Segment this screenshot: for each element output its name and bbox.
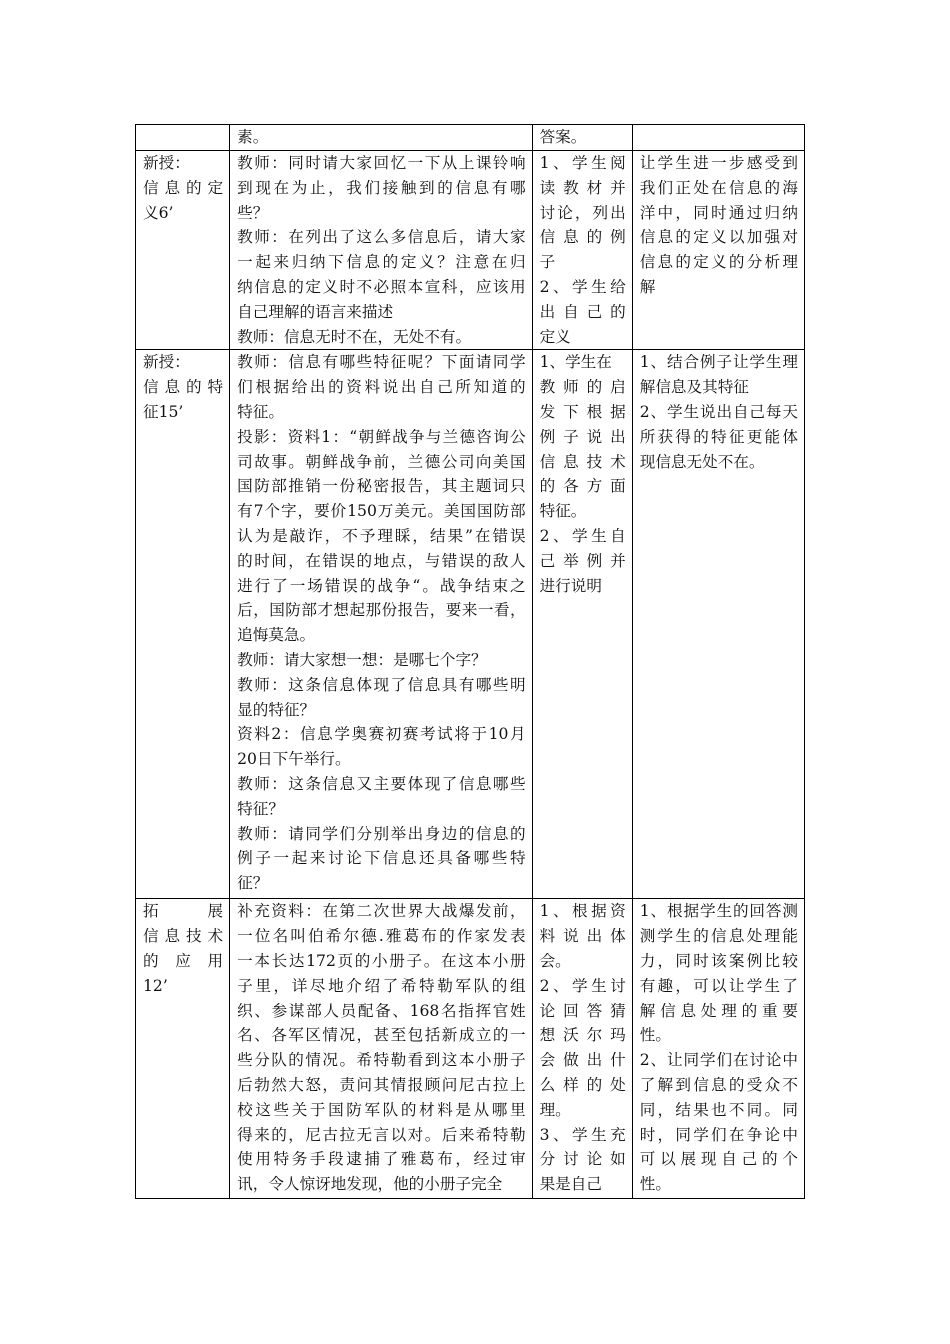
cell-line: 分讨论如: [539, 1150, 626, 1169]
design-intent-cell: [632, 125, 804, 151]
cell-line: 些分队的情况。希特勒看到这本小册子: [237, 1051, 526, 1070]
cell-line: 信息的定义以加强对: [639, 228, 798, 247]
table-row: [136, 350, 805, 899]
cell-line: 信息的特: [143, 378, 224, 397]
cell-line: 力，同时该案例比较: [639, 951, 798, 970]
cell-line: 1、学生在: [539, 353, 612, 372]
cell-line: 得来的，尼古拉无言以对。后来希特勒: [237, 1125, 526, 1144]
cell-line: 20日下午举行。: [237, 750, 351, 769]
student-activity-cell: [532, 151, 632, 350]
cell-line: 信息的定: [143, 178, 224, 197]
cell-line: 1、根据学生的回答测: [639, 902, 798, 921]
cell-line: 的各方面: [539, 477, 626, 496]
cell-line: 所获得的特征更能体: [639, 427, 798, 446]
cell-line: 司故事。朝鲜战争前，兰德公司向美国: [237, 452, 526, 471]
cell-line: 教师：这条信息又主要体现了信息哪些: [237, 774, 526, 793]
cell-line: 资料2：信息学奥赛初赛考试将于10月: [237, 725, 526, 744]
cell-line: 使用特务手段逮捕了雅葛布，经过审: [237, 1150, 526, 1169]
cell-line: 会做出什: [539, 1051, 626, 1070]
cell-line: 1、结合例子让学生理: [639, 353, 798, 372]
lesson-plan-table: [135, 124, 805, 1199]
cell-line: 洋中，同时通过归纳: [639, 203, 798, 222]
cell-line: 2、学生给: [539, 277, 626, 296]
stage-cell: [136, 899, 230, 1199]
cell-line: 12’: [143, 976, 168, 995]
cell-line: 教师：信息无时不在，无处不有。: [237, 327, 472, 346]
cell-line: 性。: [639, 1026, 671, 1045]
stage-cell: [136, 125, 230, 151]
cell-line: 有趣，可以让学生了: [639, 976, 798, 995]
cell-line: 出自己的: [539, 302, 626, 321]
cell-line: 读教材并: [539, 178, 626, 197]
cell-line: 些？: [237, 203, 269, 222]
student-activity-cell: [532, 125, 632, 151]
cell-line: 名、各军区情况，甚至包括新成立的一: [237, 1026, 526, 1045]
cell-line: 2、学生说出自己每天: [639, 402, 798, 421]
cell-line: 后勃然大怒，责问其情报顾问尼古拉上: [237, 1075, 526, 1094]
cell-line: 测学生的信息处理能: [639, 927, 798, 946]
cell-line: 教师：同时请大家回忆一下从上课铃响: [237, 154, 526, 172]
cell-line: 性。: [639, 1175, 671, 1194]
teacher-activity-cell: [230, 350, 532, 899]
cell-line: 信息的例: [539, 228, 626, 247]
cell-line: 定义: [539, 327, 571, 346]
table-row: [136, 151, 805, 350]
cell-line: 征15’: [143, 402, 184, 421]
cell-line: 们根据给出的资料说出自己所知道的: [237, 378, 526, 397]
cell-line: 了解到信息的受众不: [639, 1075, 798, 1094]
cell-line: 2、学生自: [539, 526, 626, 545]
cell-line: 例子说出: [539, 427, 626, 446]
cell-line: 信息的定义的分析理: [639, 253, 798, 272]
cell-line: 发下根据: [539, 402, 626, 421]
cell-line: 子: [539, 253, 556, 272]
cell-line: 解信息及其特征: [639, 378, 749, 397]
cell-line: 一起来归纳下信息的定义？注意在归: [237, 253, 526, 272]
cell-line: 料说出体: [539, 927, 626, 946]
cell-line: 教师：这条信息体现了信息具有哪些明: [237, 675, 526, 694]
cell-line: 讨论，列出: [539, 203, 626, 222]
cell-line: 义6’: [143, 203, 174, 222]
cell-line: 果是自己: [539, 1175, 602, 1194]
design-intent-cell: [632, 899, 804, 1199]
stage-cell: [136, 350, 230, 899]
cell-line: 教师：请同学们分别举出身边的信息的: [237, 824, 526, 843]
cell-line: 论回答猜: [539, 1001, 626, 1020]
stage-cell: [136, 151, 230, 350]
cell-line: 后，国防部才想起那份报告，要来一看，: [237, 601, 526, 620]
cell-line: 3、学生充: [539, 1125, 626, 1144]
cell-line: 的时间，在错误的地点，与错误的敌人: [237, 551, 526, 570]
cell-line: 自己理解的语言来描述: [237, 302, 394, 321]
cell-line: 织、参谋部人员配备、168名指挥官姓: [237, 1001, 526, 1020]
cell-line: 一本长达172页的小册子。在这本小册: [237, 951, 526, 970]
cell-line: 特征？: [237, 799, 284, 818]
cell-line: 现信息无处不在。: [639, 452, 765, 471]
cell-line: 子里，详尽地介绍了希特勒军队的组: [237, 976, 526, 995]
cell-line: 追悔莫急。: [237, 626, 316, 645]
cell-line: 补充资料：在第二次世界大战爆发前，: [237, 902, 526, 921]
cell-line: 认为是敲诈，不予理睬，结果”在错误: [237, 526, 526, 545]
design-intent-cell: [632, 350, 804, 899]
student-activity-cell: [532, 899, 632, 1199]
cell-line: 教师：在列出了这么多信息后，请大家: [237, 228, 526, 247]
teacher-activity-cell: [230, 899, 532, 1199]
cell-line: 特征。: [237, 402, 284, 421]
cell-line: 征？: [237, 874, 269, 893]
cell-line: 教师：信息有哪些特征呢？下面请同学: [237, 353, 526, 372]
cell-line: 2、学生讨: [539, 976, 626, 995]
cell-line: 时，同学们在争论中: [639, 1125, 798, 1144]
cell-line: 拓展: [143, 902, 224, 921]
cell-line: 我们正处在信息的海: [639, 178, 798, 197]
teacher-activity-cell: [230, 125, 532, 151]
table-row: [136, 125, 805, 151]
cell-line: 么样的处: [539, 1075, 626, 1094]
cell-line: 进行说明: [539, 576, 602, 595]
cell-line: 让学生进一步感受到: [639, 154, 798, 172]
cell-line: 教师的启: [539, 378, 626, 397]
cell-line: 己举例并: [539, 551, 626, 570]
cell-line: 想沃尔玛: [539, 1026, 626, 1045]
student-activity-cell: [532, 350, 632, 899]
cell-line: 的应用: [143, 951, 224, 970]
cell-line: 例子一起来讨论下信息还具备哪些特: [237, 849, 526, 868]
cell-line: 教师：请大家想一想：是哪七个字？: [237, 650, 487, 669]
teacher-activity-cell: [230, 151, 532, 350]
design-intent-cell: [632, 151, 804, 350]
cell-line: 同，结果也不同。同: [639, 1100, 798, 1119]
cell-line: 解: [639, 277, 656, 296]
cell-line: 特征。: [539, 502, 587, 521]
cell-line: 1、根据资: [539, 902, 626, 921]
cell-line: 校这些关于国防军队的材料是从哪里: [237, 1100, 526, 1119]
cell-line: 会。: [539, 951, 571, 970]
cell-line: 进行了一场错误的战争“。战争结束之: [237, 576, 526, 595]
cell-line: 一位名叫伯希尔德.雅葛布的作家发表: [237, 927, 526, 946]
cell-line: 2、让同学们在讨论中: [639, 1051, 798, 1070]
cell-line: 纳信息的定义时不必照本宣科，应该用: [237, 277, 526, 296]
cell-line: 可以展现自己的个: [639, 1150, 798, 1169]
cell-line: 投影：资料1：“朝鲜战争与兰德咨询公: [237, 427, 526, 446]
cell-line: 信息技术: [539, 452, 626, 471]
cell-line: 解信息处理的重要: [639, 1001, 798, 1020]
cell-line: 新授：: [143, 353, 190, 372]
cell-line: 新授：: [143, 154, 190, 172]
cell-line: 有7个字，要价150万美元。美国国防部: [237, 502, 526, 521]
cell-line: 理。: [539, 1100, 571, 1119]
cell-line: 到现在为止，我们接触到的信息有哪: [237, 178, 526, 197]
cell-line: 信息技术: [143, 927, 224, 946]
cell-line: 答案。: [539, 128, 587, 146]
cell-line: 1、学生阅: [539, 154, 626, 172]
cell-line: 素。: [237, 128, 269, 146]
table-row: [136, 899, 805, 1199]
cell-line: 讯，令人惊讶地发现，他的小册子完全: [237, 1175, 503, 1194]
cell-line: 国防部推销一份秘密报告，其主题词只: [237, 477, 526, 496]
cell-line: 显的特征？: [237, 700, 316, 719]
